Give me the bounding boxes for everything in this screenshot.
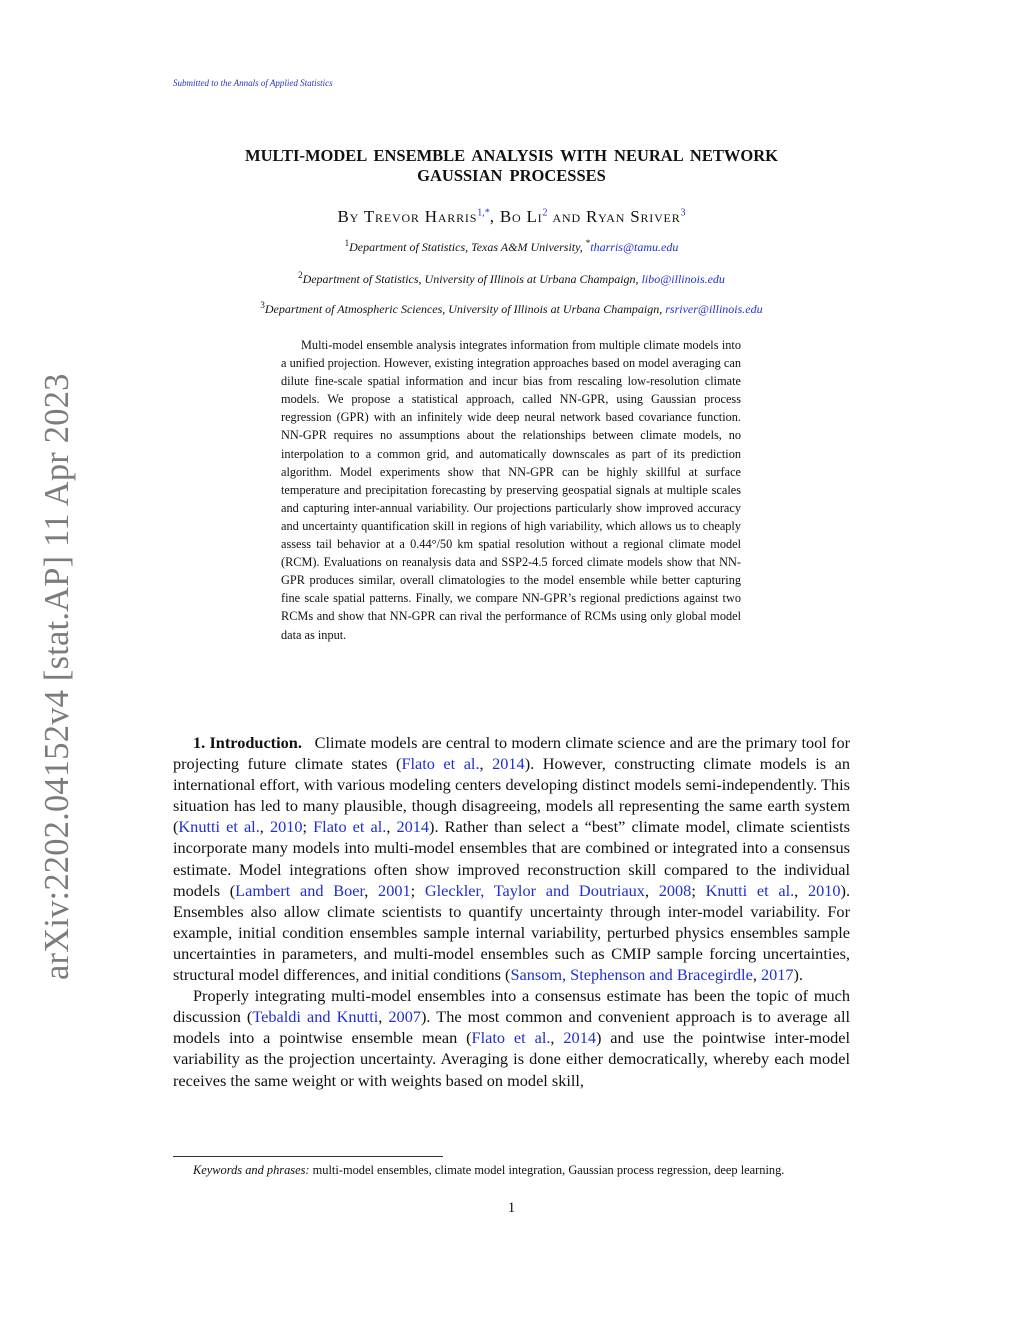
body-text-run: , (364, 880, 379, 900)
citation-link[interactable]: Tebaldi and Knutti (252, 1007, 379, 1027)
citation-link[interactable]: 2017 (760, 965, 794, 985)
keywords-footnote (173, 1161, 850, 1179)
body-text-run: Properly integrating multi-model ensembles into a consensus estimate has been the topic of much discussion ( (173, 986, 850, 1027)
abstract-text: Multi-model ensemble analysis integrates information from multiple climate models into a unified projection. However, existing integration approaches based on model averaging can dilute fine-scale spatial information and incur bias from rescaling low-resolution climate models. We propose a statistical approach, called NN-GPR, using Gaussian process regression (GPR) with an infinitely wide deep neural network based covariance function. NN-GPR requires no assumptions about the relationships between climate models, no interpolation to a common grid, and automatically downscales as part of its prediction algorithm. Model experiments show that NN-GPR can be highly skillful at surface temperature and precipitation forecasting by preserving geospatial signals at multiple scales and capturing inter-annual variability. Our projections particularly show improved accuracy and uncertainty quantification skill in regions of high variability, which allows us to cheaply assess tail behavior at a 0.44°/50 km spatial resolution without a regional climate model (RCM). Evaluations on reanalysis data and SSP2-4.5 forced climate models show that NN-GPR produces similar, overall climatologies to the model ensemble while better capturing fine scale spatial patterns. Finally, we compare NN-GPR’s regional predictions against two RCMs and show that NN-GPR can rival the performance of RCMs using only global model data as input. (281, 338, 741, 642)
footnote-rule (173, 1156, 443, 1157)
title-line-2: GAUSSIAN PROCESSES (417, 166, 606, 185)
citation-link[interactable]: Knutti et al. (178, 817, 260, 837)
citation-link[interactable]: Gleckler, Taylor and Doutriaux (424, 880, 645, 900)
corresponding-star: * (585, 238, 591, 248)
citation-link[interactable]: Lambert and Boer (235, 880, 365, 900)
abstract (281, 336, 741, 644)
affiliation-3-number: 3 (260, 300, 265, 310)
introduction-section (173, 732, 850, 1091)
citation-link[interactable]: 2010 (269, 817, 303, 837)
email-link-li[interactable]: libo@illinois.edu (641, 272, 725, 286)
intro-p2-content (173, 986, 850, 1089)
intro-p1-content (173, 733, 850, 984)
body-text-run: , (479, 754, 493, 774)
body-text-run: ) and use the pointwise inter-model variability as the projection uncertainty. Averaging is done either democratically, whereby each model receives the same weight or with weights based on model skill, (173, 1028, 850, 1090)
body-text-run: , (378, 1007, 389, 1027)
citation-link[interactable]: 2014 (492, 754, 525, 774)
affiliation-1-text: Department of Statistics, Texas A&M University, (349, 240, 586, 254)
intro-paragraph-1 (173, 732, 850, 985)
keywords-text: multi-model ensembles, climate model integration, Gaussian process regression, deep learning. (309, 1163, 785, 1177)
author-2-affil-link[interactable]: 2 (542, 207, 548, 219)
citation-link[interactable]: 2014 (563, 1028, 596, 1048)
affiliation-2 (173, 270, 850, 287)
affiliation-2-text: Department of Statistics, University of Illinois at Urbana Champaign, (302, 272, 642, 286)
body-text-run: ; (302, 817, 314, 837)
body-text-run: Climate models are central to modern climate science and are the primary tool for projecting future climate states ( (173, 733, 851, 774)
affiliation-2-number: 2 (298, 270, 303, 280)
citation-link[interactable]: Flato et al. (401, 754, 480, 774)
keywords-label: Keywords and phrases: (193, 1163, 310, 1177)
author-list (173, 207, 850, 227)
citation-link[interactable]: 2001 (378, 880, 411, 900)
author-3-affil-link[interactable]: 3 (680, 207, 686, 219)
email-link-harris[interactable]: tharris@tamu.edu (590, 240, 679, 254)
citation-link[interactable]: Knutti et al. (705, 880, 795, 900)
email-link-sriver[interactable]: rsriver@illinois.edu (665, 302, 763, 316)
citation-link[interactable]: 2007 (388, 1007, 421, 1027)
title-line-1: MULTI-MODEL ENSEMBLE ANALYSIS WITH NEURAL NETWORK (245, 146, 778, 165)
affiliation-1-number: 1 (344, 238, 350, 248)
citation-link[interactable]: Flato et al. (471, 1028, 551, 1048)
affiliation-3-text: Department of Atmospheric Sciences, University of Illinois at Urbana Champaign, (264, 302, 666, 316)
citation-link[interactable]: Sansom, Stephenson and Bracegirdle (510, 965, 753, 985)
arxiv-identifier-stamp: arXiv:2202.04152v4 [stat.AP] 11 Apr 2023 (38, 373, 76, 980)
page-number: 1 (507, 1200, 516, 1216)
citation-link[interactable]: 2008 (658, 880, 692, 900)
paper-title (173, 146, 850, 186)
author-1-name: Trevor Harris (363, 207, 478, 226)
citation-link[interactable]: 2014 (396, 817, 430, 837)
body-text-run: ). Ensembles also allow climate scientists to quantify uncertainty through inter-model variability. For example, initial condition ensembles sample internal variability, perturbed physics ensembles sample uncertainties in parameters, and multi-model ensembles such as CMIP sample forcing uncertainties, structural model differences, and initial conditions ( (173, 880, 851, 985)
body-text-run: ; (410, 880, 425, 900)
running-head[interactable]: Submitted to the Annals of Applied Statistics (173, 78, 333, 88)
body-text-run: , (644, 880, 659, 900)
body-text-run: ). However, constructing climate models is an international effort, with various modeling centers developing distinct models semi-independently. This situation has led to many plausible, though disagreeing, models all representing the same earth system ( (173, 754, 851, 837)
section-heading: 1. Introduction. (193, 733, 302, 752)
body-text-run: ; (691, 880, 706, 900)
author-separator: , (489, 207, 495, 226)
intro-paragraph-2 (173, 985, 850, 1090)
body-text-run: , (259, 817, 270, 837)
author-by: By (337, 207, 360, 226)
body-text-run: ). Rather than select a “best” climate model, climate scientists incorporate many models into multi-model ensembles that are combined or integrated into a consensus estimate. Model integrations often show improved reconstruction skill compared to the individual models ( (173, 817, 850, 900)
body-text-run: , (386, 817, 397, 837)
citation-link[interactable]: Flato et al. (313, 817, 387, 837)
affiliation-1 (173, 238, 850, 255)
author-2-name: Bo Li (499, 207, 543, 226)
body-text-run: ). (793, 965, 804, 985)
body-text-run: , (794, 880, 808, 900)
body-text-run: , (550, 1028, 564, 1048)
author-and: and (552, 207, 581, 226)
body-text-run: , (752, 965, 761, 985)
author-3-name: Ryan Sriver (585, 207, 681, 226)
author-1-affil-link[interactable]: 1,* (477, 207, 490, 219)
citation-link[interactable]: 2010 (807, 880, 841, 900)
body-text-run: ). The most common and convenient approach is to average all models into a pointwise ensemble mean ( (173, 1007, 850, 1048)
affiliation-3 (173, 300, 850, 317)
